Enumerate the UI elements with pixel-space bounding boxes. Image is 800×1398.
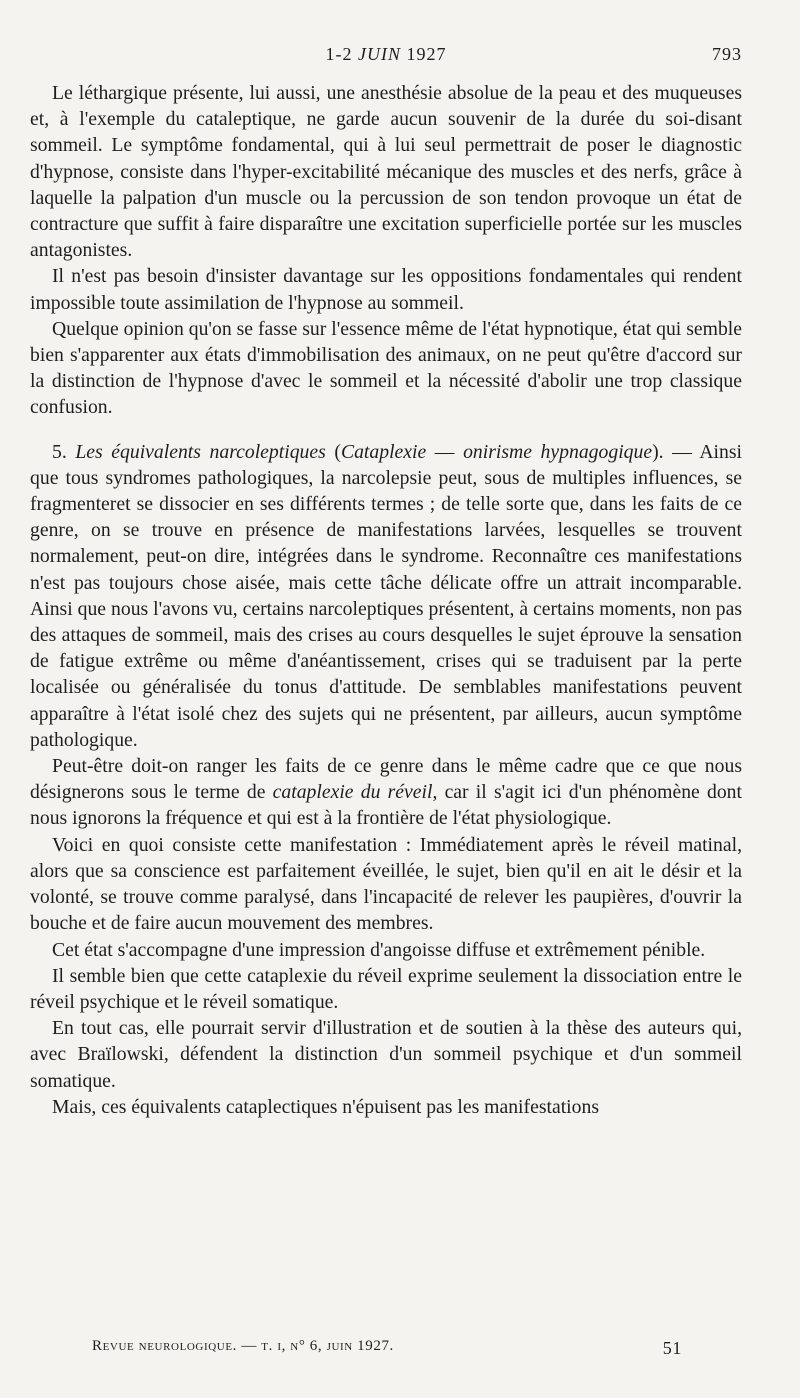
running-head-date [30, 44, 742, 65]
paragraph-cataplexie-du-reveil [30, 753, 742, 832]
paragraph-lethargique: Le léthargique présente, lui aussi, une anesthésie absolue de la peau et des muqueuses et, à l'exemple du cataleptique, ne garde aucun souvenir de la durée du soi-disant sommeil. Le symptôme fondamental, qui à lui seul permettrait de poser le diagnostic d'hypnose, consiste dans l'hyper-excitabilité mécanique des muscles et des nerfs, grâce à laquelle la palpation d'un muscle ou la percussion de son tendon provoque un état de contracture que suffit à faire disparaître une excitation superficielle portée sur les muscles antagonistes. [30, 82, 742, 262]
date-prefix: 1-2 [325, 44, 358, 64]
cataplexie-text-before: Peut-être doit-on ranger les faits de ce genre dans le même cadre que ce que nous désignerons sous le terme de [30, 755, 742, 804]
section-title-c: onirisme hypnagogique [463, 440, 653, 463]
paragraph-voici: Voici en quoi consiste cette manifestation : Immédiatement après le réveil matinal, alors que sa conscience est parfaitement éveillée, le sujet, bien qu'il en ait le désir et la volonté, se trouve comme paralysé, dans l'incapacité de relever les paupières, d'ouvrir la bouche et de faire aucun mouvement des membres. [30, 833, 742, 935]
cataplexie-text-after: , car il s'agit ici d'un phénomène dont nous ignorons la fréquence et qui est à la frontière de l'état physiologique. [30, 781, 742, 830]
section-number: 5. [52, 440, 67, 463]
section-title-a: Les équivalents narcoleptiques [75, 440, 326, 463]
journal-citation: Revue neurologique. — t. i, n° 6, juin 1927. [92, 1338, 394, 1354]
paragraph-mais: Mais, ces équivalents cataplectiques n'épuisent pas les manifestations [52, 1095, 599, 1118]
paragraph-angoisse: Cet état s'accompagne d'une impression d'angoisse diffuse et extrêmement pénible. [52, 938, 706, 961]
paragraph-dissociation: Il semble bien que cette cataplexie du réveil exprime seulement la dissociation entre le réveil psychique et le réveil somatique. [30, 964, 742, 1013]
paragraph-these: En tout cas, elle pourrait servir d'illustration et de soutien à la thèse des auteurs qui, avec Braïlowski, défendent la distinction d'un sommeil psychique et d'un sommeil somatique. [30, 1017, 742, 1092]
running-head [30, 44, 742, 74]
section-5-text: Ainsi que tous syndromes pathologiques, la narcolepsie peut, sous de multiples influences, se fragmenteret se dissocier en ses différents termes ; de telle sorte que, dans les faits de ce genre, on se trouve en présence de manifestations larvées, lesquelles se trouvent normalement, peut-on dire, intégrées dans le syndrome. Reconnaître ces manifestations n'est pas toujours chose aisée, mais cette tâche délicate offre un attrait incomparable. Ainsi que nous l'avons vu, certains narcoleptiques présentent, à certains moments, non pas des attaques de sommeil, mais des crises au cours desquelles le sujet éprouve la sensation de fatigue extrême ou même d'anéantissement, crises qui se traduisent par la perte localisée ou généralisée du tonus d'attitude. De semblables manifestations peuvent apparaître à l'état isolé chez des sujets qui ne présentent, par ailleurs, aucun symptôme pathologique. [30, 440, 743, 751]
article-body [30, 80, 742, 1120]
date-month: JUIN [358, 44, 401, 64]
paragraph-oppositions: Il n'est pas besoin d'insister davantage sur les oppositions fondamentales qui rendent impossible toute assimilation de l'hypnose au sommeil. [30, 265, 742, 314]
page-footer [92, 1338, 682, 1358]
section-title-b: Cataplexie [340, 440, 427, 463]
section-5-paragraph: 5. Les équivalents narcoleptiques (Cataplexie — onirisme hypnagogique). — Ainsi que tous syndromes pathologiques, la narcolepsie peut, sous de multiples influences, se fragmenteret se dissocier en ses différents termes ; de telle sorte que, dans les faits de ce genre, on se trouve en présence de manifestations larvées, lesquelles se trouvent normalement, peut-on dire, intégrées dans le syndrome. Reconnaître ces manifestations n'est pas toujours chose aisée, mais cette tâche délicate offre un attrait incomparable. Ainsi que nous l'avons vu, certains narcoleptiques présentent, à certains moments, non pas des attaques de sommeil, mais des crises au cours desquelles le sujet éprouve la sensation de fatigue extrême ou même d'anéantissement, crises qui se traduisent par la perte localisée ou généralisée du tonus d'attitude. De semblables manifestations peuvent apparaître à l'état isolé chez des sujets qui ne présentent, par ailleurs, aucun symptôme pathologique. [30, 440, 743, 751]
cataplexie-term: cataplexie du réveil [272, 781, 433, 804]
paragraph-quelque-opinion: Quelque opinion qu'on se fasse sur l'essence même de l'état hypnotique, état qui semble bien s'apparenter aux états d'immobilisation des animaux, on ne peut qu'être d'accord sur la distinction de l'hypnose d'avec le sommeil et la nécessité d'abolir une trop classique confusion. [30, 317, 742, 419]
signature-number: 51 [662, 1338, 682, 1358]
page-number: 793 [712, 44, 742, 64]
date-year: 1927 [401, 44, 447, 64]
